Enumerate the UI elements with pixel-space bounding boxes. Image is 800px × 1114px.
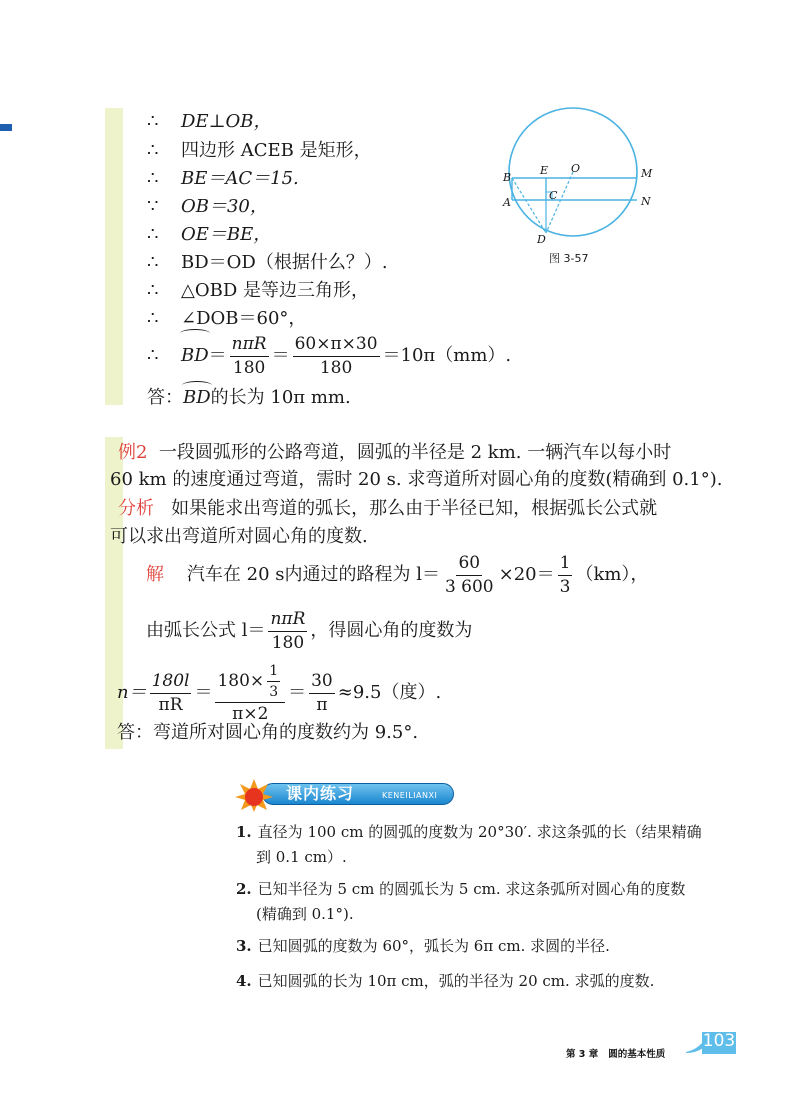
- proof-line: ∴ OE＝BE，: [147, 224, 272, 245]
- label-o: O: [571, 162, 581, 175]
- geometry-figure: [495, 100, 675, 250]
- fraction: $\frac{30}{\pi}$: [311, 670, 333, 715]
- example-label: 例2: [118, 442, 148, 463]
- arc-length-formula: ∴ BD＝ $\frac{\text{nπR}}{180}$ ＝ $\frac{60\times\pi\times 30}{180}$ ＝10π（mm）.: [147, 333, 512, 378]
- fraction: $\frac{\text{nπR}}{180}$: [231, 333, 267, 378]
- label-m: M: [641, 167, 653, 180]
- proof-line: ∴ DE⊥OB，: [147, 111, 272, 132]
- label-d: D: [537, 233, 546, 246]
- sun-icon: [234, 778, 274, 812]
- fraction: $\frac{180l}{\pi R}$: [151, 670, 190, 715]
- proof-line: ∴ △OBD 是等边三角形，: [147, 280, 369, 301]
- label-a: A: [503, 196, 511, 209]
- fraction: $\frac{60}{3 600}$: [444, 552, 494, 597]
- example-line: 例2 一段圆弧形的公路弯道，圆弧的半径是 2 km. 一辆汽车以每小时: [118, 442, 672, 463]
- practice-subtitle: KENEILIANXI: [382, 791, 438, 800]
- fraction: 180× $\frac{1}{3}$ π×2: [215, 664, 285, 723]
- fraction: $\frac{\text{nπR}}{180}$: [270, 608, 306, 653]
- proof-answer: 答：BD的长为 10π mm.: [147, 384, 351, 410]
- proof-side-panel: [105, 108, 123, 405]
- example-answer: 答：弯道所对圆心角的度数约为 9.5°.: [117, 722, 419, 743]
- exercise-item: 4. 已知圆弧的长为 10π cm，弧的半径为 20 cm. 求弧的度数.: [236, 972, 655, 990]
- edge-bookmark-mark: [0, 124, 12, 131]
- segment-od: [546, 172, 573, 233]
- exercise-item-cont: (精确到 0.1°).: [256, 905, 354, 923]
- fraction: $\frac{60\times\pi\times 30}{180}$: [294, 333, 378, 378]
- proof-line: ∴ BE＝AC＝15.: [147, 168, 299, 189]
- solution-line: 解 汽车在 20 s内通过的路程为 l＝ $\frac{60}{3 600}$ ×20＝ $\frac{1}{3}$ （km），: [146, 552, 649, 597]
- chapter-footer: 第 3 章 圆的基本性质: [566, 1049, 666, 1060]
- analysis-line: 分析 如果能求出弯道的弧长，那么由于半径已知，根据弧长公式就: [118, 498, 658, 519]
- label-e: E: [540, 164, 549, 177]
- exercise-item: 1. 直径为 100 cm 的圆弧的度数为 20°30′. 求这条弧的长（结果精确: [236, 823, 702, 841]
- arc-bd: BD: [181, 332, 209, 378]
- arc-bd: BD: [183, 384, 211, 410]
- label-b: B: [503, 171, 512, 184]
- fraction: $\frac{1}{3}$: [269, 662, 279, 700]
- proof-line: ∴ 四边形 ACEB 是矩形，: [147, 140, 372, 161]
- solution-line: n＝ $\frac{180l}{\pi R}$ ＝ 180× $\frac{1}{3}$ π×2 ＝ $\frac{30}{\pi}$ ≈9.5（度）.: [117, 662, 442, 724]
- fraction: $\frac{1}{3}$: [559, 552, 571, 597]
- exercise-item-cont: 到 0.1 cm）.: [256, 848, 347, 866]
- analysis-label: 分析: [118, 498, 154, 519]
- exercise-item: 3. 已知圆弧的度数为 60°，弧长为 6π cm. 求圆的半径.: [236, 937, 610, 955]
- label-n: N: [641, 195, 651, 208]
- solution-line: 由弧长公式 l＝ $\frac{\text{nπR}}{180}$ ，得圆心角的度数为: [146, 608, 473, 653]
- analysis-line: 可以求出弯道所对圆心角的度数.: [110, 526, 368, 547]
- solution-label: 解: [146, 564, 164, 585]
- figure-caption: 图 3-57: [549, 252, 589, 265]
- example-line: 60 km 的速度通过弯道，需时 20 s. 求弯道所对圆心角的度数(精确到 0.1°).: [110, 469, 723, 490]
- exercise-item: 2. 已知半径为 5 cm 的圆弧长为 5 cm. 求这条弧所对圆心角的度数: [236, 880, 686, 898]
- practice-banner: [234, 778, 456, 810]
- proof-line: ∴ BD＝OD（根据什么？）.: [147, 252, 388, 273]
- segment-bd: [512, 178, 546, 233]
- proof-line: ∵ OB＝30，: [147, 196, 268, 217]
- label-c: C: [549, 189, 558, 202]
- practice-title: 课内练习: [286, 784, 355, 803]
- page-number: 103: [702, 1031, 736, 1051]
- proof-line: ∴ ∠DOB＝60°，: [147, 308, 307, 329]
